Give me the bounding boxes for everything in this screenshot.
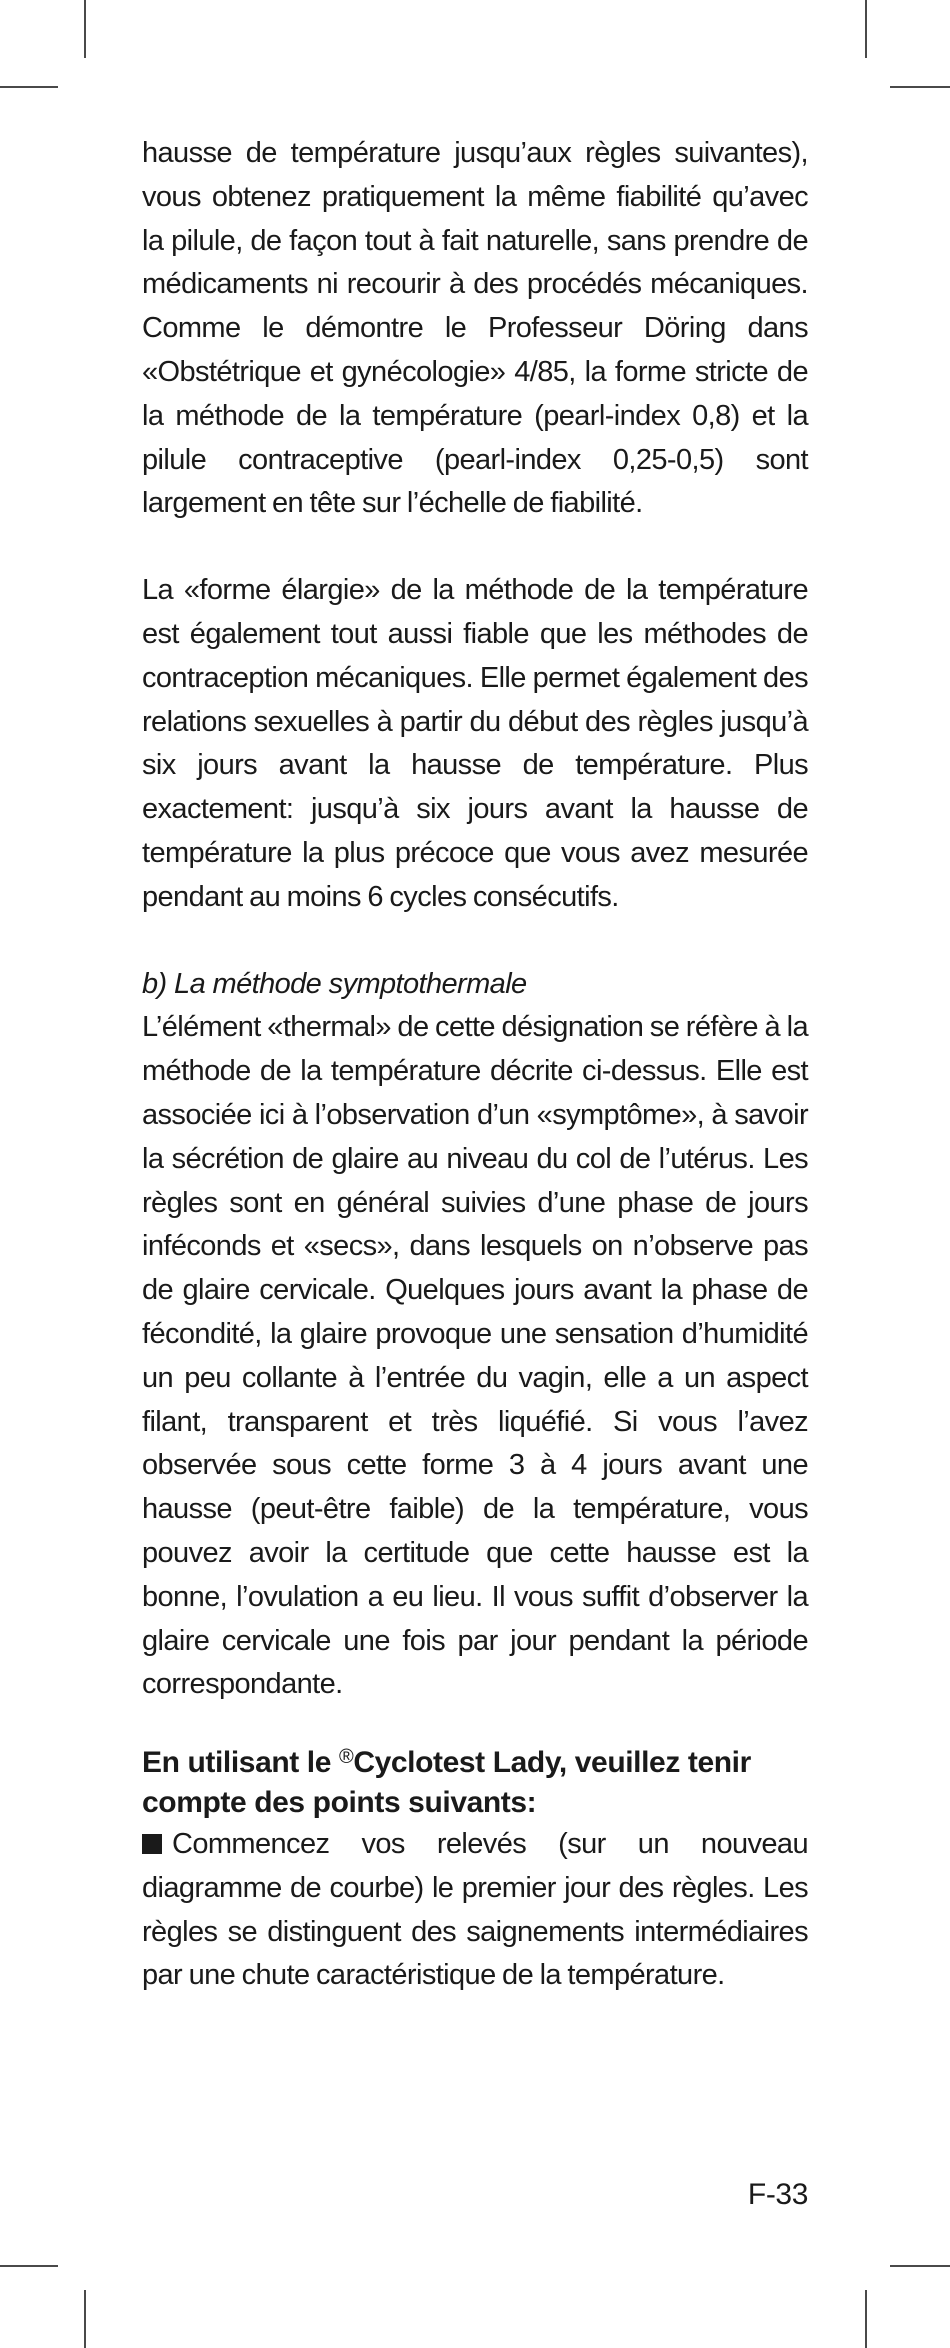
paragraph-spacer xyxy=(142,920,808,963)
crop-mark-bottom-right-vertical xyxy=(865,2290,867,2348)
bullet-text: Commencez vos relevés (sur un nouveau diagramme de courbe) le premier jour des règles. Les règles se distinguent des saignements intermédiaires par une chute caractéristique de la température. xyxy=(142,1828,808,1992)
square-bullet-icon xyxy=(142,1834,162,1854)
crop-mark-top-left-horizontal xyxy=(0,86,58,88)
paragraph-symptothermal: L’élément «thermal» de cette désignation se réfère à la méthode de la température décrite ci-dessus. Elle est associée ici à l’observation d’un «symptôme», à savoir la sécrétion de glaire au niveau du col de l’utérus. Les règles sont en général suivies d’une phase de jours inféconds et «secs», dans lesquels on n’observe pas de glaire cervicale. Quelques jours avant la phase de fécondité, la glaire provoque une sensation d’humidité un peu collante à l’entrée du vagin, elle a un aspect filant, transparent et très liquéfié. Si vous l’avez observée sous cette forme 3 à 4 jours avant une hausse (peut-être faible) de la température, vous pouvez avoir la certitude que cette hausse est la bonne, l’ovulation a eu lieu. Il vous suffit d’observer la glaire cervicale une fois par jour pendant la période correspondante. xyxy=(142,1011,808,1701)
crop-mark-top-right-horizontal xyxy=(890,86,950,88)
crop-mark-bottom-left-horizontal xyxy=(0,2265,58,2267)
page-content xyxy=(142,132,808,1998)
crop-mark-top-left-vertical xyxy=(84,0,86,58)
bullet-item xyxy=(142,1823,808,1998)
crop-mark-top-right-vertical xyxy=(865,0,867,58)
heading-prefix: En utilisant le xyxy=(142,1746,339,1780)
subheading-symptothermal: b) La méthode symptothermale xyxy=(142,967,527,1000)
registered-mark: ® xyxy=(338,1746,354,1769)
page-number: F-33 xyxy=(747,2178,808,2211)
paragraph-spacer xyxy=(142,526,808,569)
heading-rest: Cyclotest Lady, veuillez tenir compte des points suivants: xyxy=(142,1746,751,1820)
paragraph-extended-form: La «forme élargie» de la méthode de la température est également tout aussi fiable que les méthodes de contraception mécaniques. Elle permet également des relations sexuelles à partir du début des règles jusqu’à six jours avant la hausse de température. Plus exactement: jusqu’à six jours avant la hausse de température la plus précoce que vous avez mesurée pendant au moins 6 cycles consécutifs. xyxy=(142,574,808,913)
crop-mark-bottom-left-vertical xyxy=(84,2290,86,2348)
crop-mark-bottom-right-horizontal xyxy=(890,2265,950,2267)
paragraph-reliability: hausse de température jusqu’aux règles suivantes), vous obtenez pratiquement la même fiabilité qu’avec la pilule, de façon tout à fait naturelle, sans prendre de médicaments ni recourir à des procédés mécaniques. Comme le démontre le Professeur Döring dans «Obstétrique et gynécologie» 4/85, la forme stricte de la méthode de la température (pearl-index 0,8) et la pilule contraceptive (pearl-index 0,25-0,5) sont largement en tête sur l’échelle de fiabilité. xyxy=(142,137,808,520)
paragraph-spacer xyxy=(142,1707,808,1743)
section-heading xyxy=(142,1743,808,1823)
